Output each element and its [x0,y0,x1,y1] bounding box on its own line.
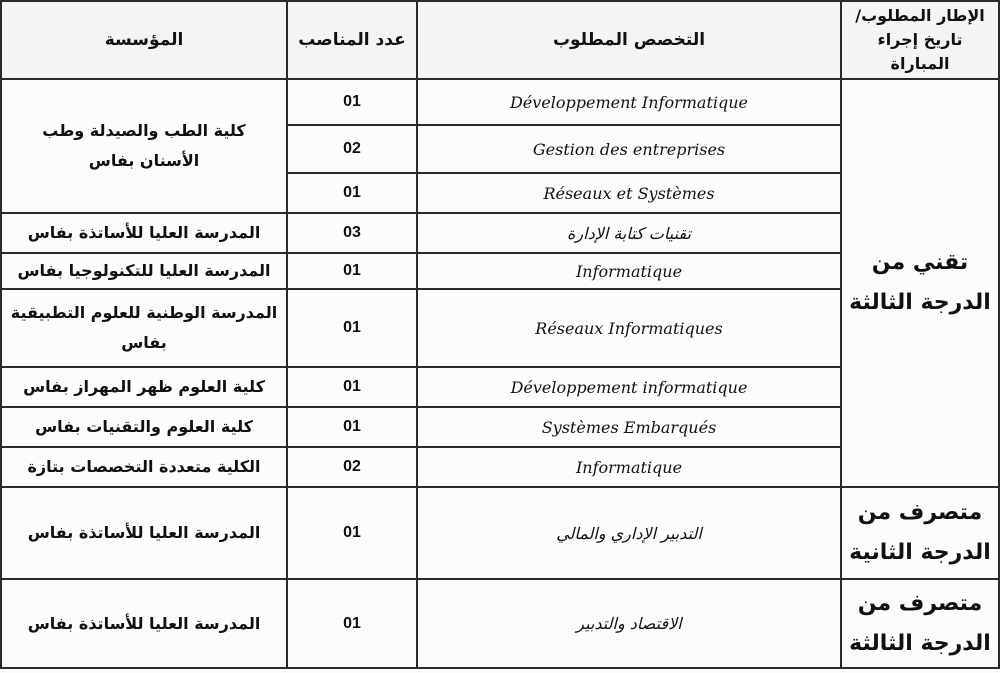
specialty-cell: Gestion des entreprises [417,125,841,173]
institution-cell: المدرسة العليا للتكنولوجيا بفاس [1,253,287,289]
specialty-cell: Développement Informatique [417,79,841,125]
specialty-cell: Réseaux et Systèmes [417,173,841,213]
institution-cell: كلية العلوم والتقنيات بفاس [1,407,287,447]
header-row [1,1,999,79]
table-row [1,79,999,125]
specialty-cell: Réseaux Informatiques [417,289,841,367]
header-institution: المؤسسة [1,1,287,79]
frame-administrator-grade3: متصرف من الدرجة الثالثة [841,579,999,668]
institution-cell: المدرسة العليا للأساتذة بفاس [1,213,287,253]
positions-cell: 02 [287,125,417,173]
positions-cell: 01 [287,487,417,579]
header-positions: عدد المناصب [287,1,417,79]
header-frame-date: الإطار المطلوب/ تاريخ إجراء المباراة [841,1,999,79]
institution-cell: المدرسة الوطنية للعلوم التطبيقية بفاس [1,289,287,367]
table-row [1,487,999,579]
specialty-cell: تقنيات كتابة الإدارة [417,213,841,253]
specialty-cell: الاقتصاد والتدبير [417,579,841,668]
table-row [1,579,999,668]
positions-cell: 01 [287,367,417,407]
frame-administrator-grade2: متصرف من الدرجة الثانية [841,487,999,579]
header-specialty: التخصص المطلوب [417,1,841,79]
frame-technician-grade3: تقني من الدرجة الثالثة [841,79,999,487]
positions-cell: 01 [287,289,417,367]
positions-cell: 02 [287,447,417,487]
specialty-cell: Informatique [417,447,841,487]
institution-cell: كلية الطب والصيدلة وطب الأسنان بفاس [1,79,287,213]
positions-cell: 03 [287,213,417,253]
positions-cell: 01 [287,253,417,289]
specialty-cell: التدبير الإداري والمالي [417,487,841,579]
positions-cell: 01 [287,407,417,447]
positions-cell: 01 [287,79,417,125]
positions-cell: 01 [287,579,417,668]
specialty-cell: Systèmes Embarqués [417,407,841,447]
institution-cell: كلية العلوم ظهر المهراز بفاس [1,367,287,407]
institution-cell: المدرسة العليا للأساتذة بفاس [1,579,287,668]
institution-cell: المدرسة العليا للأساتذة بفاس [1,487,287,579]
specialty-cell: Informatique [417,253,841,289]
specialty-cell: Développement informatique [417,367,841,407]
institution-cell: الكلية متعددة التخصصات بتازة [1,447,287,487]
positions-cell: 01 [287,173,417,213]
